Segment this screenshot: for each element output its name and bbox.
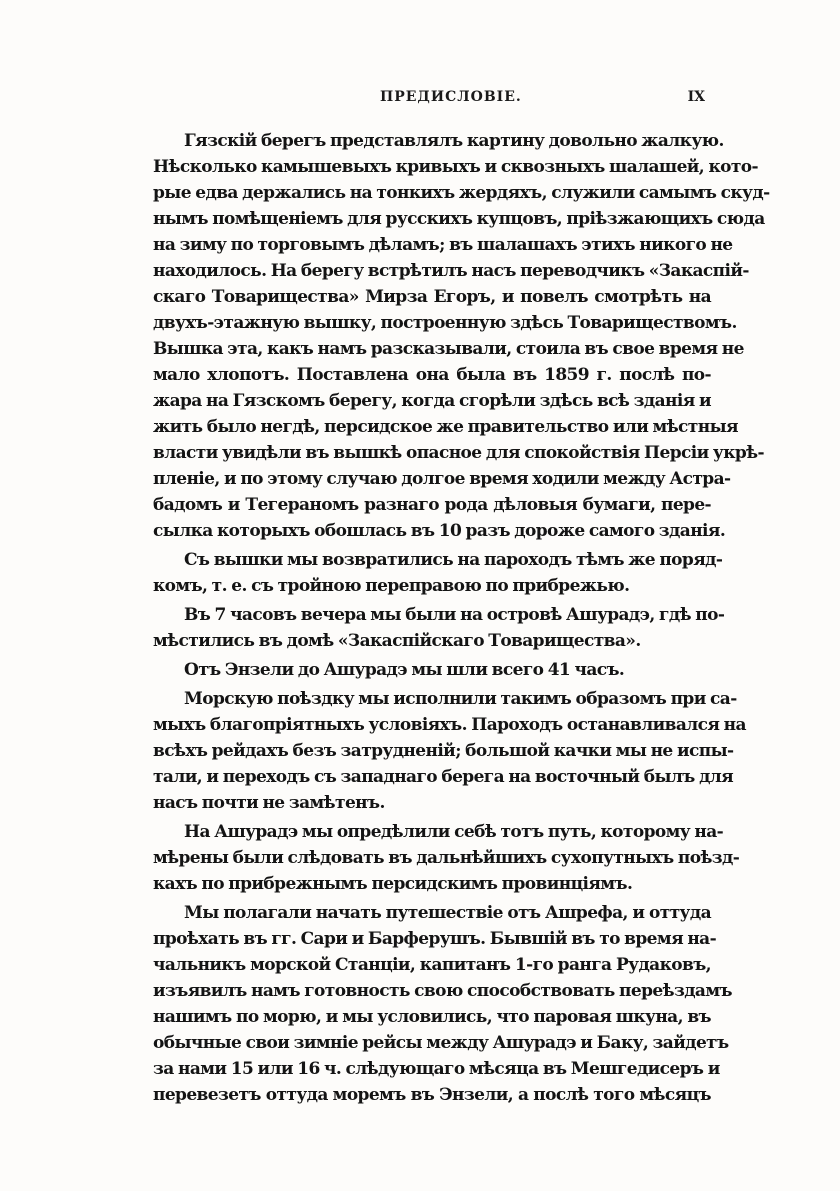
text-line: Мы полагали начать путешествіе отъ Ашрефа, и оттуда	[184, 903, 711, 923]
text-line: Въ 7 часовъ вечера мы были на островѣ Ашурадэ, гдѣ по-	[184, 605, 725, 625]
text-line: на зиму по торговымъ дѣламъ; въ шалашахъ этихъ никого не	[153, 235, 733, 255]
text-line: перевезетъ оттуда моремъ въ Энзели, а послѣ того мѣсяцъ	[153, 1085, 711, 1105]
text-line: мало хлопотъ. Поставлена она была въ 1859 г. послѣ по-	[153, 365, 711, 385]
text-line: мыхъ благопріятныхъ условіяхъ. Пароходъ останавливался на	[153, 715, 746, 735]
paragraph	[153, 128, 770, 544]
text-line: жара на Гязскомъ берегу, когда сгорѣли здѣсь всѣ зданія и	[153, 391, 711, 411]
paragraph	[153, 547, 723, 599]
text-line: Отъ Энзели до Ашурадэ мы шли всего 41 часъ.	[184, 660, 625, 680]
paragraph	[153, 602, 725, 654]
text-line: сылка которыхъ обошлась въ 10 разъ дороже самого зданія.	[153, 521, 726, 541]
text-line: находилось. На берегу встрѣтилъ насъ переводчикъ «Закаспій-	[153, 261, 749, 281]
paragraph	[153, 900, 732, 1108]
running-title: ПРЕДИСЛОВІЕ.	[380, 89, 522, 105]
text-line: пленіе, и по этому случаю долгое время ходили между Астра-	[153, 469, 731, 489]
text-line: кахъ по прибрежнымъ персидскимъ провинціямъ.	[153, 874, 633, 894]
text-line: изъявилъ намъ готовность свою способствовать переѣздамъ	[153, 981, 732, 1001]
text-line: обычные свои зимніе рейсы между Ашурадэ и Баку, зайдетъ	[153, 1033, 729, 1053]
text-line: бадомъ и Тегераномъ разнаго рода дѣловыя бумаги, пере-	[153, 495, 711, 515]
text-line: нашимъ по морю, и мы условились, что паровая шкуна, въ	[153, 1007, 711, 1027]
text-line: двухъ-этажную вышку, построенную здѣсь Товариществомъ.	[153, 313, 737, 333]
text-line: за нами 15 или 16 ч. слѣдующаго мѣсяца въ Мешгедисеръ и	[153, 1059, 720, 1079]
text-line: Вышка эта, какъ намъ разсказывали, стоила въ свое время не	[153, 339, 744, 359]
text-line: скаго Товарищества» Мирза Егоръ, и повелъ смотрѣть на	[153, 287, 711, 307]
text-line: мѣрены были слѣдовать въ дальнѣйшихъ сухопутныхъ поѣзд-	[153, 848, 740, 868]
text-line: тали, и переходъ съ западнаго берега на восточный былъ для	[153, 767, 734, 787]
text-line: Морскую поѣздку мы исполнили такимъ образомъ при са-	[184, 689, 737, 709]
text-line: насъ почти не замѣтенъ.	[153, 793, 385, 813]
text-line: жить было негдѣ, персидское же правительство или мѣстныя	[153, 417, 738, 437]
text-line: На Ашурадэ мы опредѣлили себѣ тотъ путь, которому на-	[184, 822, 724, 842]
text-line: Съ вышки мы возвратились на пароходъ тѣмъ же поряд-	[184, 550, 723, 570]
text-line: Гязскій берегъ представлялъ картину довольно жалкую.	[184, 131, 724, 151]
text-line: нымъ помѣщеніемъ для русскихъ купцовъ, пріѣзжающихъ сюда	[153, 209, 765, 229]
text-line: Нѣсколько камышевыхъ кривыхъ и сквозныхъ шалашей, кото-	[153, 157, 758, 177]
text-line: комъ, т. е. съ тройною переправою по прибрежью.	[153, 576, 630, 596]
paragraph	[153, 686, 746, 816]
text-line: всѣхъ рейдахъ безъ затрудненій; большой качки мы не испы-	[153, 741, 734, 761]
text-line: рые едва держались на тонкихъ жердяхъ, служили самымъ скуд-	[153, 183, 770, 203]
paragraph	[153, 819, 740, 897]
body-text	[153, 128, 770, 1108]
text-line: проѣхать въ гг. Сари и Барферушъ. Бывшій въ то время на-	[153, 929, 717, 949]
text-line: мѣстились въ домѣ «Закаспійскаго Товарищества».	[153, 631, 641, 651]
text-line: чальникъ морской Станціи, капитанъ 1-го ранга Рудаковъ,	[153, 955, 711, 975]
page-header	[153, 89, 705, 113]
paragraph	[153, 657, 711, 683]
page-number: IX	[687, 89, 705, 105]
text-line: власти увидѣли въ вышкѣ опасное для спокойствія Персіи укрѣ-	[153, 443, 764, 463]
